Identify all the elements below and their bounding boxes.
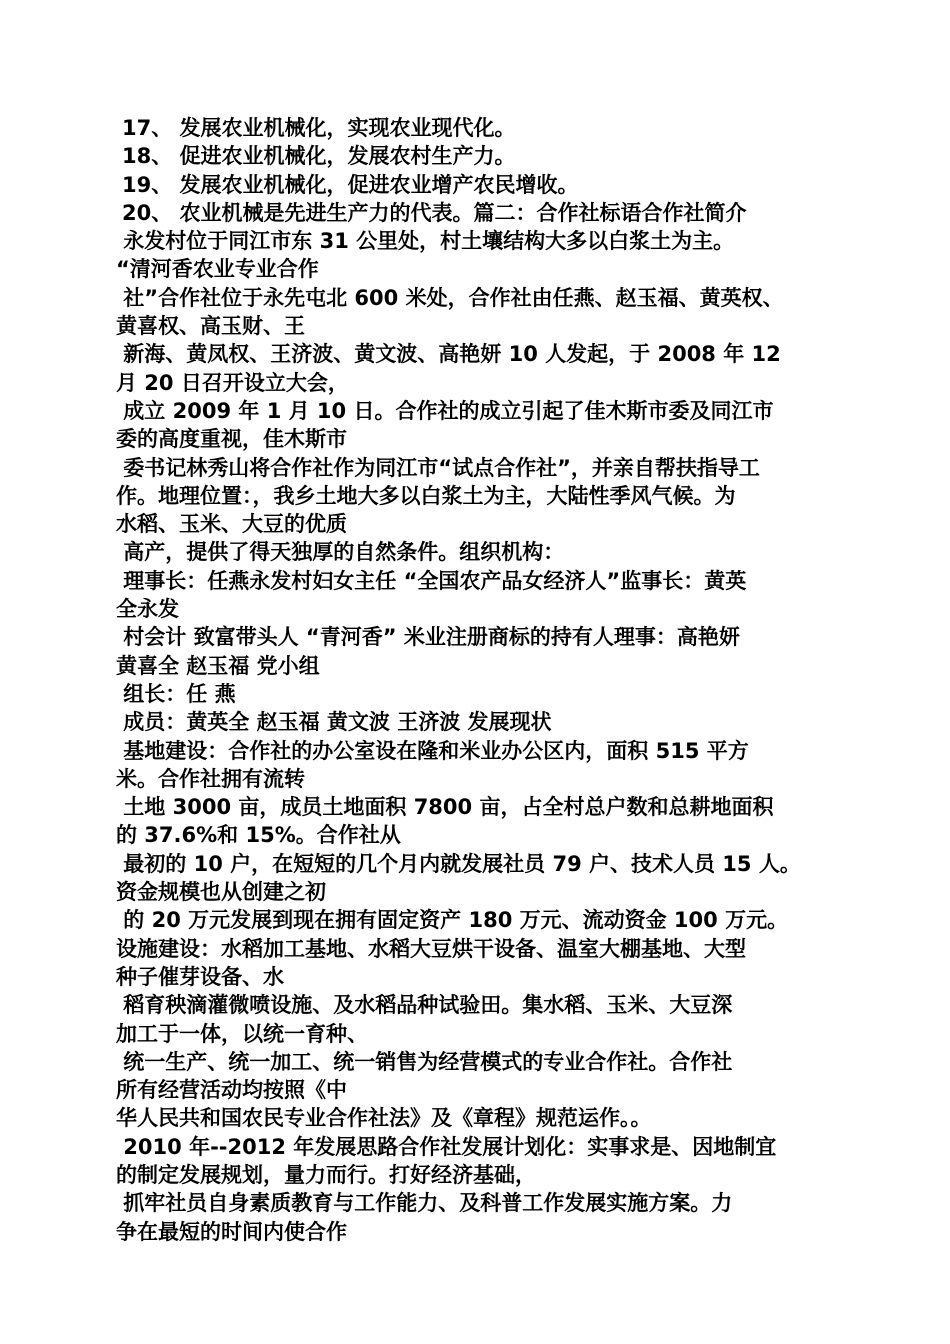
document-text bbox=[116, 114, 846, 1246]
text-line: 作。地理位置：，我乡土地大多以白浆土为主，大陆性季风气候。为 bbox=[116, 483, 736, 508]
text-line: 组长：任 燕 bbox=[116, 681, 236, 706]
text-line: 设施建设：水稻加工基地、水稻大豆烘干设备、温室大棚基地、大型 bbox=[116, 936, 746, 961]
text-line: 月 20 日召开设立大会， bbox=[116, 370, 349, 395]
text-line: 的 37.6%和 15%。合作社从 bbox=[116, 823, 401, 848]
text-line: 水稻、玉米、大豆的优质 bbox=[116, 512, 347, 537]
text-line: 基地建设：合作社的办公室设在隆和米业办公区内，面积 515 平方 bbox=[116, 738, 749, 763]
list-item-17: 17、 发展农业机械化，实现农业现代化。 bbox=[122, 116, 516, 140]
text-line: 的制定发展规划，量力而行。打好经济基础， bbox=[116, 1162, 536, 1187]
text-line: 争在最短的时间内使合作 bbox=[116, 1219, 347, 1244]
text-line: “清河香农业专业合作 bbox=[116, 257, 319, 282]
text-line: 资金规模也从创建之初 bbox=[116, 880, 326, 905]
text-line: 种子催芽设备、水 bbox=[116, 964, 284, 989]
text-line: 委书记林秀山将合作社作为同江市“试点合作社”，并亲自帮扶指导工 bbox=[116, 455, 760, 480]
text-line: 最初的 10 户，在短短的几个月内就发展社员 79 户、技术人员 15 人。 bbox=[116, 851, 801, 876]
text-line: 华人民共和国农民专业合作社法》及《章程》规范运作。。 bbox=[116, 1106, 652, 1131]
text-line: 统一生产、统一加工、统一销售为经营模式的专业合作社。合作社 bbox=[116, 1049, 733, 1074]
list-item-20: 20、 农业机械是先进生产力的代表。篇二：合作社标语合作社简介 bbox=[122, 200, 747, 225]
text-line: 抓牢社员自身素质教育与工作能力、及科普工作发展实施方案。力 bbox=[116, 1191, 733, 1216]
text-line: 2010 年--2012 年发展思路合作社发展计划化：实事求是、因地制宜 bbox=[116, 1134, 777, 1159]
list-item-19: 19、 发展农业机械化，促进农业增产农民增收。 bbox=[122, 172, 579, 197]
text-line: 高产，提供了得天独厚的自然条件。组织机构： bbox=[116, 540, 565, 565]
text-line: 黄喜权、高玉财、王 bbox=[116, 314, 305, 339]
text-line: 加工于一体，以统一育种、 bbox=[116, 1021, 368, 1046]
text-line: 稻育秧滴灌微喷设施、及水稻品种试验田。集水稻、玉米、大豆深 bbox=[116, 993, 733, 1018]
text-line: 黄喜全 赵玉福 党小组 bbox=[116, 653, 320, 678]
text-line: 土地 3000 亩，成员土地面积 7800 亩，占全村总户数和总耕地面积 bbox=[116, 795, 774, 820]
list-item-18: 18、 促进农业机械化，发展农村生产力。 bbox=[122, 144, 516, 169]
text-line: 村会计 致富带头人 “青河香” 米业注册商标的持有人理事：高艳妍 bbox=[116, 625, 740, 650]
text-line: 成立 2009 年 1 月 10 日。合作社的成立引起了佳木斯市委及同江市 bbox=[116, 398, 774, 423]
text-line: 的 20 万元发展到现在拥有固定资产 180 万元、流动资金 100 万元。 bbox=[116, 908, 789, 933]
text-line: 永发村位于同江市东 31 公里处，村土壤结构大多以白浆土为主。 bbox=[116, 229, 735, 254]
text-line: 所有经营活动均按照《中 bbox=[116, 1078, 347, 1103]
text-line: 全永发 bbox=[116, 597, 179, 622]
text-line: 理事长：任燕永发村妇女主任 “全国农产品女经济人”监事长：黄英 bbox=[116, 568, 747, 593]
text-line: 新海、黄凤权、王济波、黄文波、高艳妍 10 人发起，于 2008 年 12 bbox=[116, 342, 781, 367]
text-line: 社”合作社位于永先屯北 600 米处，合作社由任燕、赵玉福、黄英权、 bbox=[116, 285, 784, 310]
text-line: 米。合作社拥有流转 bbox=[116, 766, 305, 791]
text-line: 成员：黄英全 赵玉福 黄文波 王济波 发展现状 bbox=[116, 710, 552, 735]
text-line: 委的高度重视，佳木斯市 bbox=[116, 427, 347, 452]
